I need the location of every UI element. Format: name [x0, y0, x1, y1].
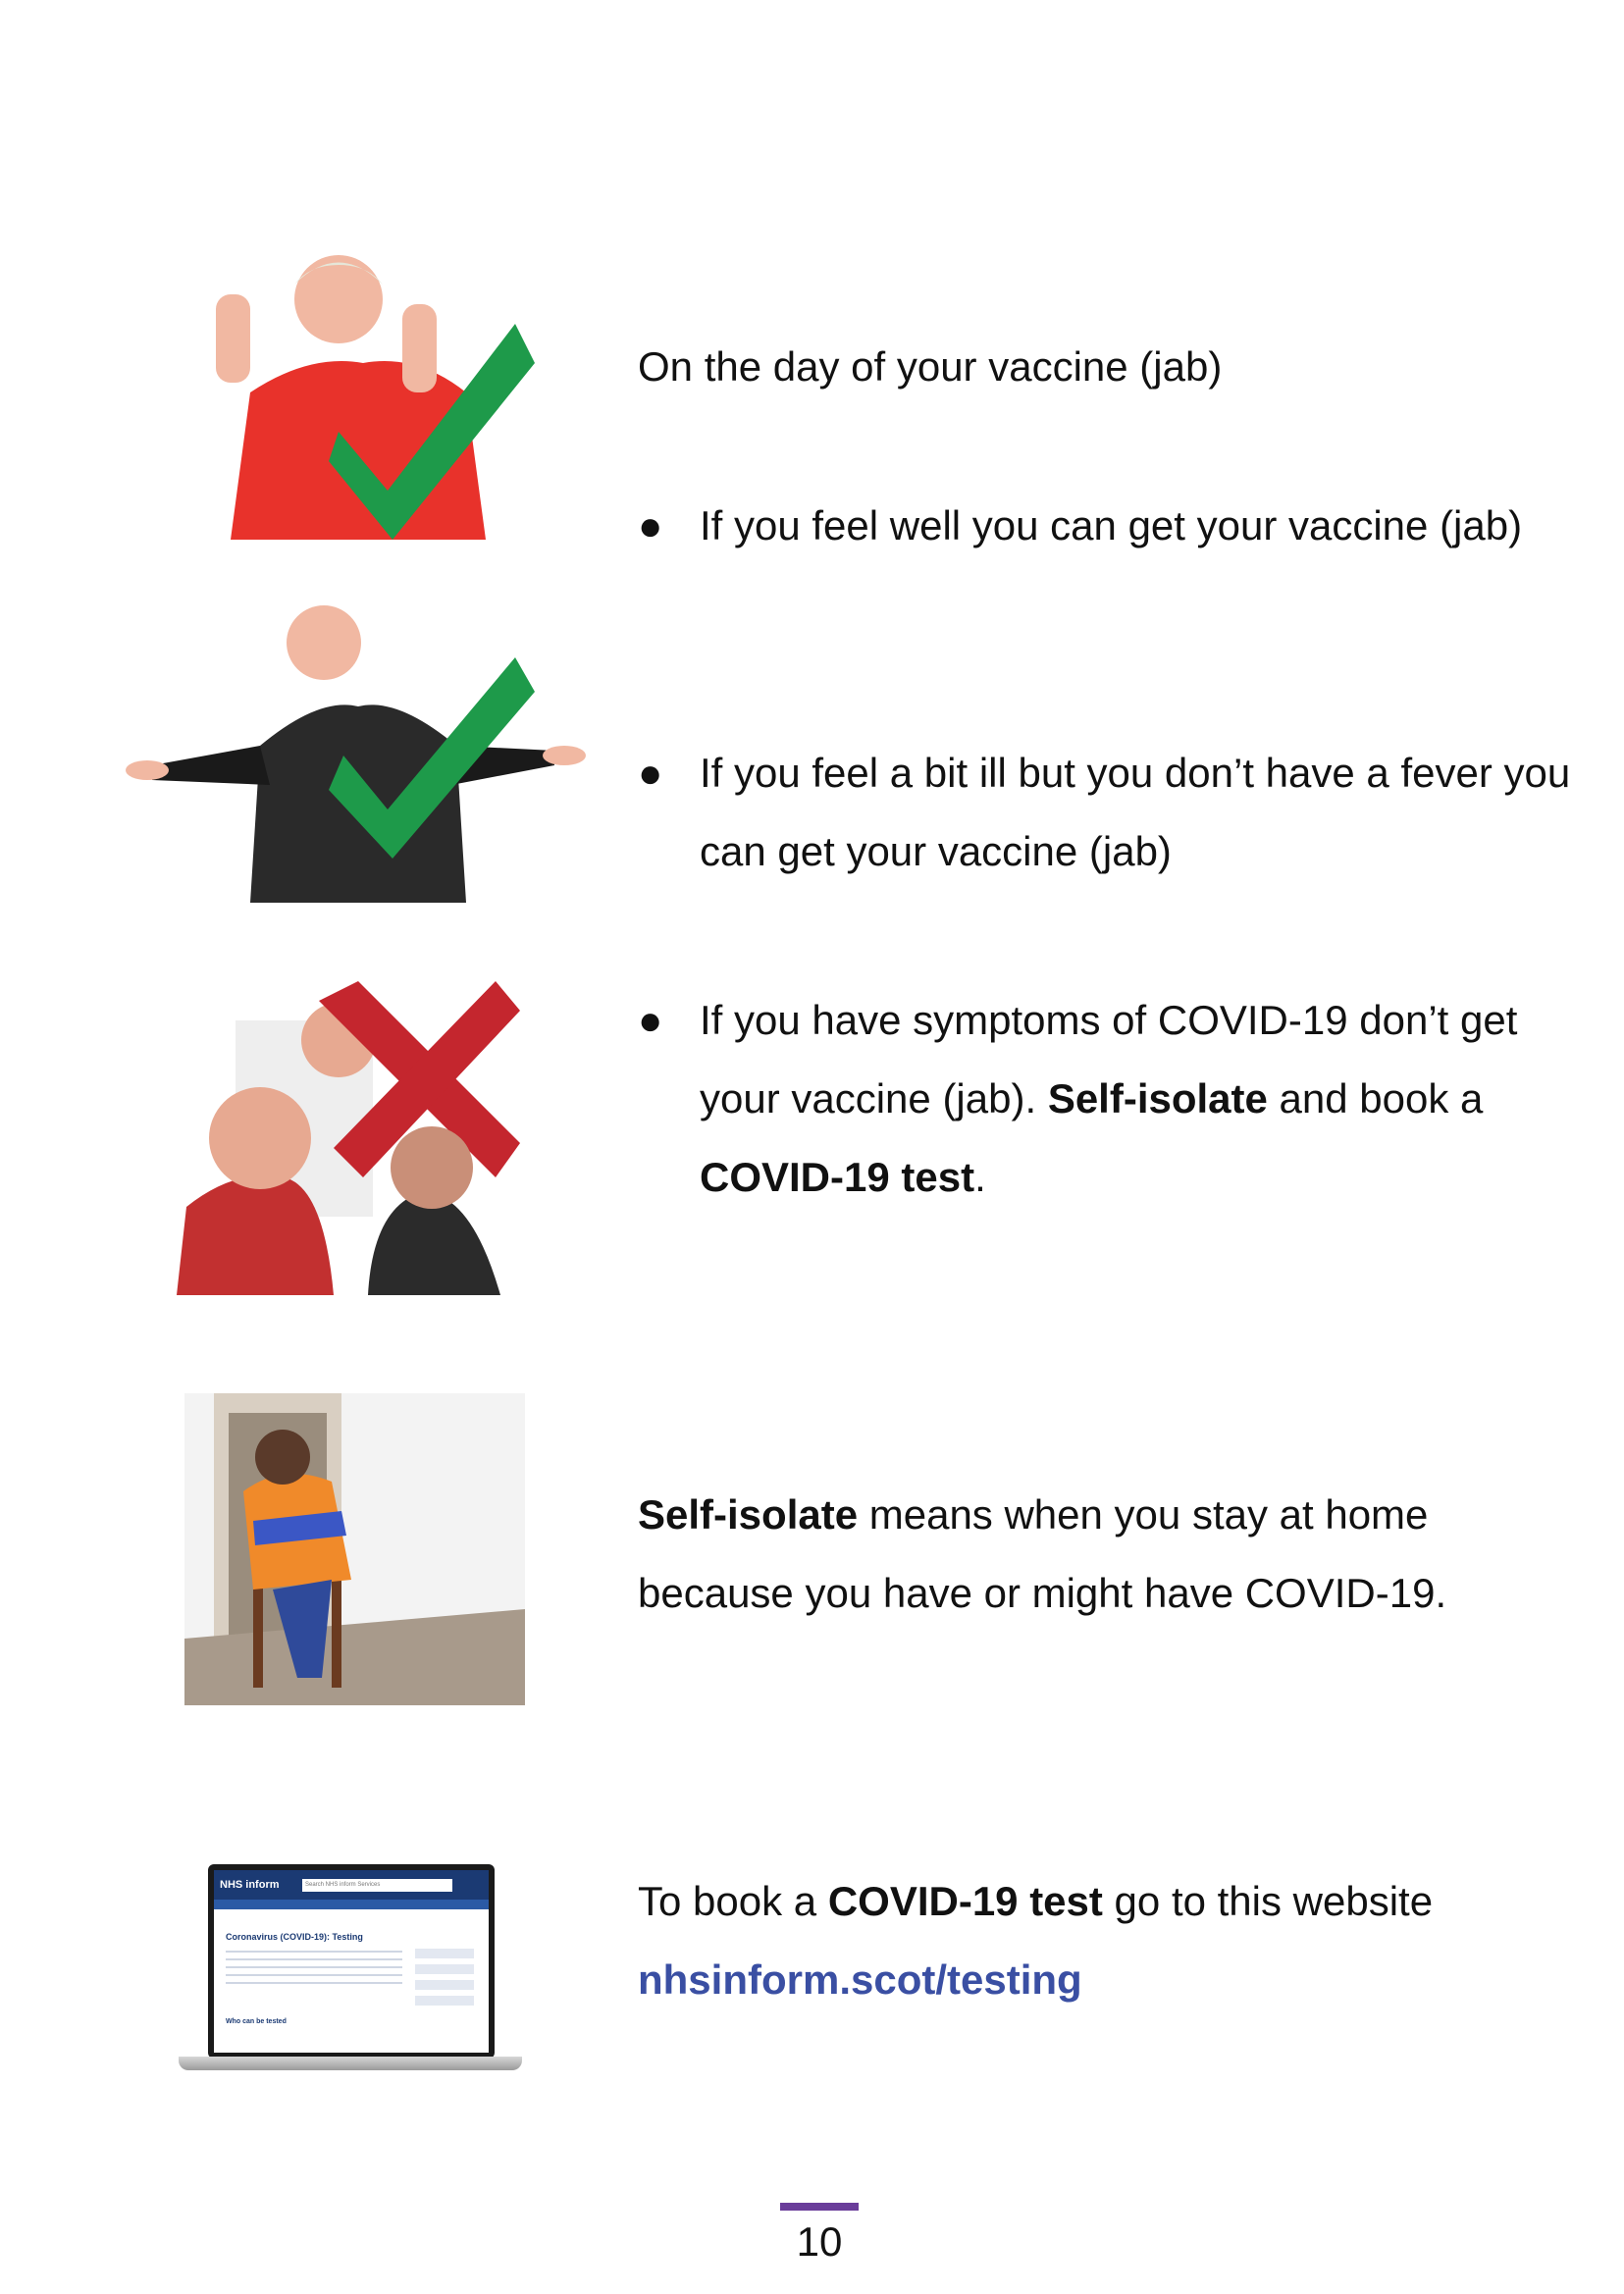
- bullet-text: If you feel a bit ill but you don’t have a fever you can get your vaccine (jab): [700, 750, 1571, 874]
- self-isolate-definition: [638, 1476, 1521, 1633]
- book-test-pre: To book a: [638, 1878, 828, 1924]
- book-test-paragraph: [638, 1862, 1521, 2019]
- laptop-screen: [208, 1864, 495, 2059]
- bullet-bold-self-isolate: Self-isolate: [1047, 1075, 1268, 1121]
- bullet-icon: ●: [638, 502, 663, 548]
- list-item: [638, 734, 1583, 891]
- self-isolate-term: Self-isolate: [638, 1491, 859, 1538]
- self-isolating-person-image: [184, 1393, 525, 1705]
- laptop-page-title: Coronavirus (COVID-19): Testing: [226, 1932, 363, 1942]
- book-test-bold: COVID-19 test: [827, 1878, 1103, 1924]
- bullet-text-mid: and book a: [1267, 1075, 1484, 1121]
- page-heading: On the day of your vaccine (jab): [638, 343, 1223, 390]
- ill-people-image: [177, 981, 530, 1295]
- bullet-bold-covid-test: COVID-19 test: [700, 1154, 975, 1200]
- page-number-rule: [780, 2203, 859, 2211]
- bullet-text-pre: If you have symptoms of COVID-19 don’t get your vaccine (jab).: [700, 997, 1518, 1121]
- bullet-icon: ●: [638, 750, 663, 796]
- list-item: [638, 981, 1583, 1217]
- self-isolate-text: means when you stay at home because you have or might have COVID-19.: [638, 1491, 1447, 1616]
- laptop-website-image: [179, 1864, 522, 2078]
- book-test-post: go to this website: [1102, 1878, 1434, 1924]
- thumbs-up-person-image: [191, 245, 535, 540]
- bullet-text-post: .: [974, 1154, 986, 1200]
- bullet-text: If you feel well you can get your vaccine (jab): [700, 502, 1523, 548]
- laptop-base: [179, 2057, 522, 2070]
- laptop-search-box: Search NHS inform Services: [302, 1879, 452, 1892]
- laptop-subhead: Who can be tested: [226, 2018, 287, 2025]
- list-item: [638, 487, 1583, 565]
- page-number: 10: [796, 2218, 843, 2265]
- bullet-icon: ●: [638, 997, 663, 1043]
- testing-website-link[interactable]: nhsinform.scot/testing: [638, 1956, 1082, 2003]
- shrugging-person-image: [123, 599, 589, 903]
- nhs-inform-logo: NHS inform: [220, 1879, 280, 1891]
